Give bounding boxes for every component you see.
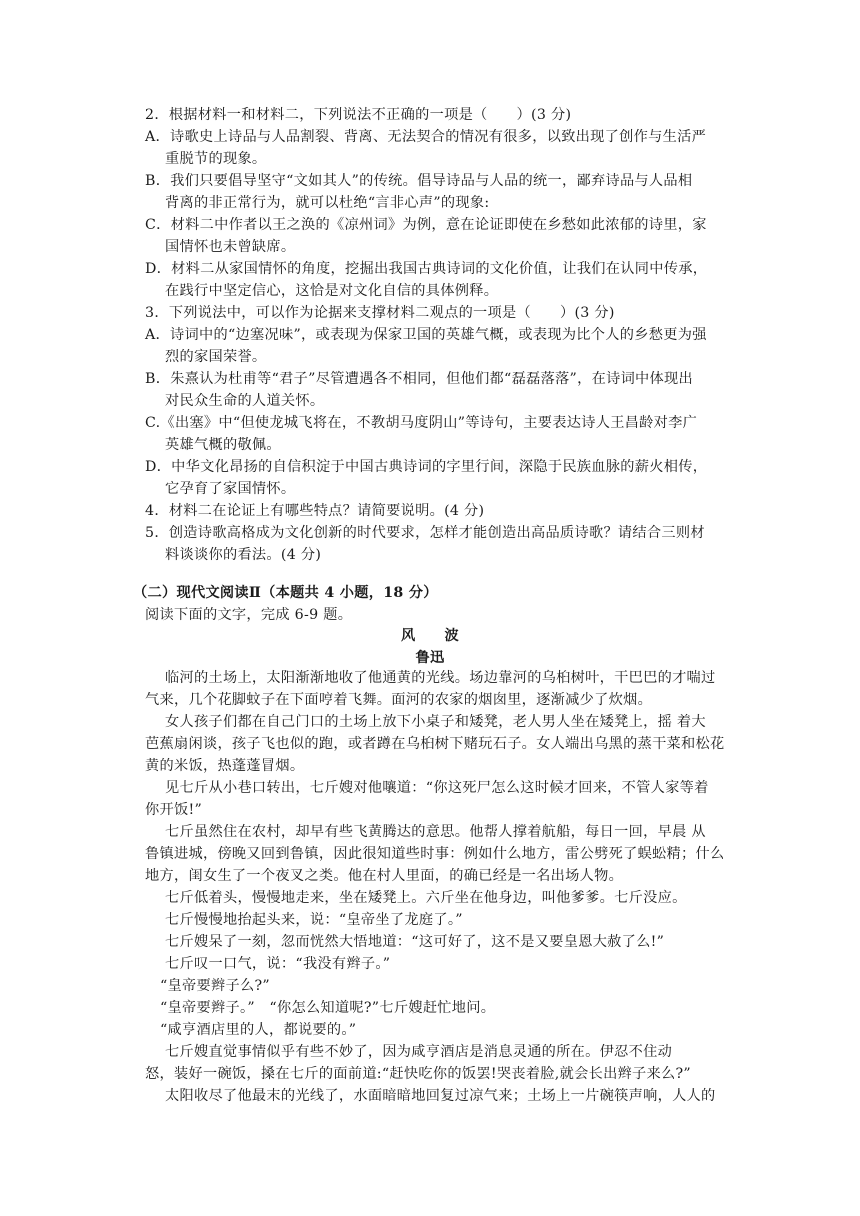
article-author: 鲁迅	[415, 650, 445, 666]
article-line: 太阳收尽了他最末的光线了，水面暗暗地回复过凉气来；土场上一片碗筷声响，人人的	[165, 1088, 716, 1104]
article-line: 黄的米饭，热蓬蓬冒烟。	[145, 758, 305, 774]
question-3-stem: 3．下列说法中，可以作为论据来支撑材料二观点的一项是（ ）(3 分)	[145, 305, 615, 321]
question-2-option-c-cont: 国情怀也未曾缺席。	[165, 239, 296, 255]
article-line: 鲁镇进城，傍晚又回到鲁镇，因此很知道些时事：例如什么地方，雷公劈死了蜈蚣精；什么	[145, 846, 725, 862]
article-title: 风 波	[401, 628, 459, 644]
question-2-option-b-cont: 背离的非正常行为，就可以杜绝“言非心声”的现象:	[165, 195, 490, 211]
article-line: 芭蕉扇闲谈，孩子飞也似的跑，或者蹲在乌桕树下赌玩石子。女人端出乌黑的蒸干菜和松花	[145, 736, 725, 752]
article-line: 七斤嫂呆了一刻，忽而恍然大悟地道：“这可好了，这不是又要皇恩大赦了么!”	[165, 934, 665, 950]
question-2-option-b: B．我们只要倡导坚守“文如其人”的传统。倡导诗品与人品的统一，鄙弃诗品与人品相	[145, 173, 693, 189]
question-5-stem-cont: 料谈谈你的看法。(4 分)	[165, 547, 322, 563]
question-3-option-d-cont: 它孕育了家国情怀。	[165, 481, 296, 497]
question-2-option-d-cont: 在践行中坚定信心，这恰是对文化自信的具体例释。	[165, 283, 499, 299]
section-instruction: 阅读下面的文字，完成 6-9 题。	[145, 607, 353, 623]
question-2-option-c: C．材料二中作者以王之涣的《凉州词》为例，意在论证即使在乡愁如此浓郁的诗里，家	[145, 217, 707, 233]
question-3-option-c: C.《出塞》中“但使龙城飞将在，不教胡马度阴山”等诗句，主要表达诗人王昌龄对李广	[145, 415, 698, 431]
section-heading: （二）现代文阅读Ⅱ（本题共 4 小题，18 分）	[133, 585, 438, 601]
article-line: 临河的土场上，太阳渐渐地收了他通黄的光线。场边靠河的乌桕树叶，干巴巴的才喘过	[165, 670, 716, 686]
article-line: 七斤虽然住在农村，却早有些飞黄腾达的意思。他帮人撑着航船，每日一回，早晨 从	[165, 824, 706, 840]
article-line: 七斤慢慢地抬起头来，说：“皇帝坐了龙庭了。”	[165, 912, 463, 928]
article-line: “皇帝要辫子么?”	[160, 978, 270, 994]
article-line: 怒，装好一碗饭，搡在七斤的面前道:“赶快吃你的饭罢!哭丧着脸,就会长出辫子来么?”	[145, 1066, 691, 1082]
question-4-stem: 4．材料二在论证上有哪些特点？请简要说明。(4 分)	[145, 503, 485, 519]
question-3-option-a-cont: 烈的家国荣誉。	[165, 349, 267, 365]
question-3-option-d: D．中华文化昂扬的自信积淀于中国古典诗词的字里行间，深隐于民族血脉的薪火相传，	[145, 459, 708, 475]
question-2-option-d: D．材料二从家国情怀的角度，挖掘出我国古典诗词的文化价值，让我们在认同中传承，	[145, 261, 708, 277]
question-5-stem: 5．创造诗歌高格成为文化创新的时代要求，怎样才能创造出高品质诗歌？请结合三则材	[145, 525, 705, 541]
article-line: 七斤叹一口气，说：“我没有辫子。”	[165, 956, 391, 972]
question-2-option-a: A．诗歌史上诗品与人品割裂、背离、无法契合的情况有很多，以致出现了创作与生活严	[145, 129, 707, 145]
article-line: 七斤低着头，慢慢地走来，坐在矮凳上。六斤坐在他身边，叫他爹爹。七斤没应。	[165, 890, 687, 906]
article-line: 地方，闺女生了一个夜叉之类。他在村人里面，的确已经是一名出场人物。	[145, 868, 624, 884]
question-3-option-b-cont: 对民众生命的人道关怀。	[165, 393, 325, 409]
article-line: 女人孩子们都在自己门口的土场上放下小桌子和矮凳，老人男人坐在矮凳上，摇 着大	[165, 714, 706, 730]
question-2-stem: 2．根据材料一和材料二，下列说法不正确的一项是（ ）(3 分)	[145, 107, 572, 123]
article-line: “皇帝要辫子。” “你怎么知道呢?”七斤嫂赶忙地问。	[160, 1000, 496, 1016]
article-line: 气来，几个花脚蚊子在下面哼着飞舞。面河的农家的烟囱里，逐渐减少了炊烟。	[145, 692, 653, 708]
article-line: 你开饭!”	[145, 802, 203, 818]
article-line: 见七斤从小巷口转出，七斤嫂对他嚷道：“你这死尸怎么这时候才回来，不管人家等着	[165, 780, 709, 796]
article-line: “咸亨酒店里的人，都说要的。”	[160, 1022, 357, 1038]
question-3-option-b: B．朱熹认为杜甫等“君子”尽管遭遇各不相同，但他们都“磊磊落落”，在诗词中体现出	[145, 371, 694, 387]
question-3-option-a: A．诗词中的“边塞况味”，或表现为保家卫国的英雄气概，或表现为比个人的乡愁更为强	[145, 327, 707, 343]
question-3-option-c-cont: 英雄气概的敬佩。	[165, 437, 281, 453]
article-line: 七斤嫂直觉事情似乎有些不妙了，因为咸亨酒店是消息灵通的所在。伊忍不住动	[165, 1044, 673, 1060]
question-2-option-a-cont: 重脱节的现象。	[165, 151, 267, 167]
